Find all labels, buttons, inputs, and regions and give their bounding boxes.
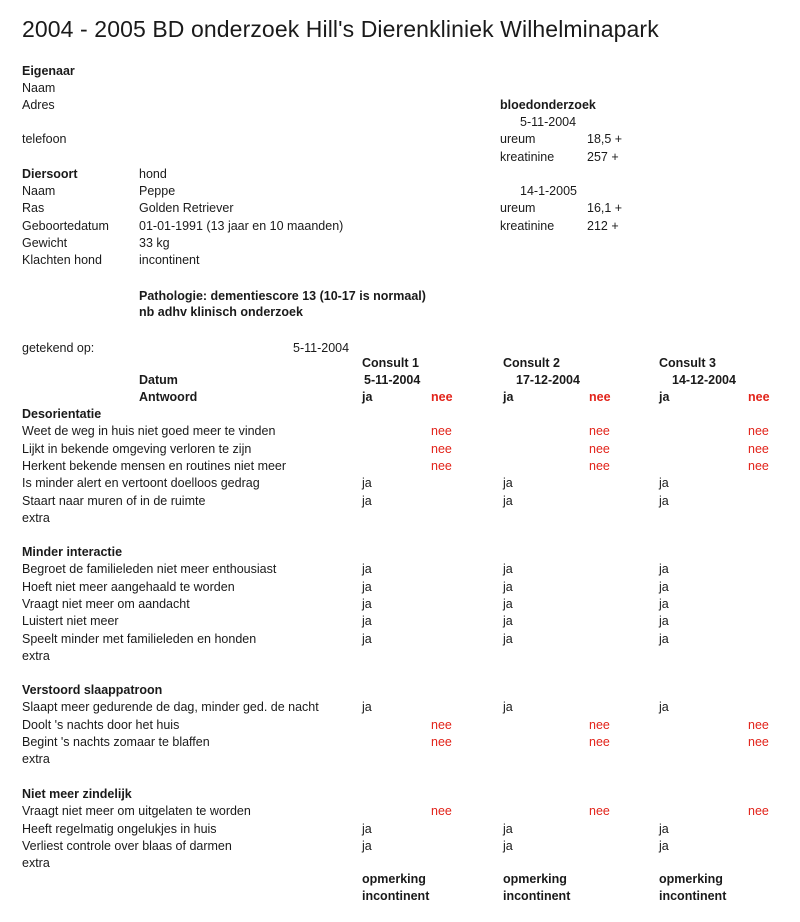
- answer-yes: ja: [362, 476, 372, 491]
- answer-yes: ja: [659, 493, 669, 508]
- remark-3-label: opmerking: [659, 872, 723, 886]
- answer-yes: ja: [659, 614, 669, 629]
- weight-value: 33 kg: [139, 236, 170, 250]
- complaint-label: Klachten hond: [22, 253, 102, 267]
- question-text: extra: [22, 648, 50, 663]
- owner-name-label: Naam: [22, 81, 56, 95]
- answer-label: Antwoord: [139, 390, 198, 404]
- ureum-value-2: 16,1 +: [587, 201, 623, 215]
- answer-yes: ja: [362, 614, 372, 629]
- answer-yes: ja: [362, 493, 372, 508]
- signed-date: 5-11-2004: [293, 341, 350, 355]
- answer-yes: ja: [503, 476, 513, 491]
- dob-label: Geboortedatum: [22, 219, 109, 233]
- answer-yes: ja: [503, 631, 513, 646]
- answer-yes: ja: [659, 579, 669, 594]
- breed-label: Ras: [22, 201, 45, 215]
- answer-yes: ja: [503, 700, 513, 715]
- section-heading: Verstoord slaappatroon: [22, 683, 163, 697]
- signed-label: getekend op:: [22, 341, 95, 355]
- answer-no: nee: [431, 717, 452, 732]
- answer-no: nee: [431, 734, 452, 749]
- owner-address-label: Adres: [22, 98, 55, 112]
- answer-yes: ja: [659, 700, 669, 715]
- answer-yes: ja: [362, 821, 372, 836]
- kreatinine-value-1: 257 +: [587, 150, 619, 164]
- animal-name-value: Peppe: [139, 184, 176, 198]
- page-title: 2004 - 2005 BD onderzoek Hill's Dierenkliniek Wilhelminapark: [22, 16, 659, 42]
- question-text: Heeft regelmatig ongelukjes in huis: [22, 821, 217, 836]
- answer-no: nee: [589, 424, 610, 439]
- answer-no: nee: [748, 717, 769, 732]
- answer-no: nee: [748, 734, 769, 749]
- answer-yes: ja: [362, 700, 372, 715]
- question-text: Staart naar muren of in de ruimte: [22, 493, 206, 508]
- answer-yes: ja: [503, 821, 513, 836]
- answer-no: nee: [748, 441, 769, 456]
- answer-yes: ja: [503, 579, 513, 594]
- consult-3-no-header: nee: [748, 390, 770, 404]
- consult-2-title: Consult 2: [503, 356, 560, 370]
- species-label: Diersoort: [22, 167, 78, 181]
- section-heading: Minder interactie: [22, 545, 123, 559]
- question-text: Luistert niet meer: [22, 614, 119, 629]
- answer-yes: ja: [659, 596, 669, 611]
- kreatinine-label-1: kreatinine: [500, 150, 555, 164]
- ureum-label-1: ureum: [500, 132, 536, 146]
- ureum-value-1: 18,5 +: [587, 132, 623, 146]
- answer-no: nee: [748, 804, 769, 819]
- remark-1-label: opmerking: [362, 872, 426, 886]
- consult-1-no-header: nee: [431, 390, 453, 404]
- answer-yes: ja: [503, 838, 513, 853]
- answer-yes: ja: [503, 493, 513, 508]
- answer-no: nee: [589, 717, 610, 732]
- complaint-value: incontinent: [139, 253, 200, 267]
- consult-1-yes-header: ja: [362, 390, 373, 404]
- remark-1-value: incontinent: [362, 889, 430, 903]
- consult-2-yes-header: ja: [503, 390, 514, 404]
- answer-yes: ja: [659, 562, 669, 577]
- section-heading: Desorientatie: [22, 407, 102, 421]
- owner-phone-label: telefoon: [22, 132, 67, 146]
- answer-yes: ja: [659, 631, 669, 646]
- ureum-label-2: ureum: [500, 201, 536, 215]
- question-text: extra: [22, 510, 50, 525]
- species-value: hond: [139, 167, 167, 181]
- breed-value: Golden Retriever: [139, 201, 234, 215]
- date-label: Datum: [139, 373, 178, 387]
- answer-yes: ja: [362, 562, 372, 577]
- question-text: Lijkt in bekende omgeving verloren te zijn: [22, 441, 252, 456]
- answer-yes: ja: [362, 579, 372, 594]
- question-text: extra: [22, 752, 50, 767]
- owner-heading: Eigenaar: [22, 64, 75, 78]
- answer-yes: ja: [362, 596, 372, 611]
- kreatinine-label-2: kreatinine: [500, 219, 555, 233]
- answer-yes: ja: [503, 614, 513, 629]
- answer-yes: ja: [503, 562, 513, 577]
- dob-value: 01-01-1991 (13 jaar en 10 maanden): [139, 219, 344, 233]
- question-text: Speelt minder met familieleden en honden: [22, 631, 257, 646]
- question-text: Weet de weg in huis niet goed meer te vinden: [22, 424, 276, 439]
- answer-no: nee: [748, 458, 769, 473]
- answer-no: nee: [431, 441, 452, 456]
- question-text: Vraagt niet meer om uitgelaten te worden: [22, 804, 251, 819]
- answer-no: nee: [431, 424, 452, 439]
- answer-no: nee: [589, 441, 610, 456]
- remark-2-label: opmerking: [503, 872, 567, 886]
- question-text: Hoeft niet meer aangehaald te worden: [22, 579, 235, 594]
- consult-3-title: Consult 3: [659, 356, 716, 370]
- answer-no: nee: [589, 734, 610, 749]
- answer-no: nee: [589, 458, 610, 473]
- answer-yes: ja: [362, 631, 372, 646]
- remark-2-value: incontinent: [503, 889, 571, 903]
- consult-1-date: 5-11-2004: [364, 373, 421, 387]
- consult-2-date: 17-12-2004: [516, 373, 580, 387]
- pathology-line-1: Pathologie: dementiescore 13 (10-17 is normaal): [139, 289, 426, 303]
- question-text: Slaapt meer gedurende de dag, minder ged. de nacht: [22, 700, 319, 715]
- question-text: Vraagt niet meer om aandacht: [22, 596, 190, 611]
- blood-date-2: 14-1-2005: [520, 184, 577, 198]
- question-text: Begroet de familieleden niet meer enthousiast: [22, 562, 277, 577]
- kreatinine-value-2: 212 +: [587, 219, 619, 233]
- question-text: Is minder alert en vertoont doelloos gedrag: [22, 476, 260, 491]
- consult-1-title: Consult 1: [362, 356, 419, 370]
- answer-yes: ja: [503, 596, 513, 611]
- answer-yes: ja: [362, 838, 372, 853]
- consult-3-yes-header: ja: [659, 390, 670, 404]
- answer-no: nee: [748, 424, 769, 439]
- answer-no: nee: [431, 458, 452, 473]
- weight-label: Gewicht: [22, 236, 68, 250]
- question-text: Verliest controle over blaas of darmen: [22, 838, 232, 853]
- section-heading: Niet meer zindelijk: [22, 787, 132, 801]
- consult-2-no-header: nee: [589, 390, 611, 404]
- blood-heading: bloedonderzoek: [500, 98, 596, 112]
- question-text: extra: [22, 856, 50, 871]
- answer-no: nee: [431, 804, 452, 819]
- remark-3-value: incontinent: [659, 889, 727, 903]
- animal-name-label: Naam: [22, 184, 56, 198]
- answer-no: nee: [589, 804, 610, 819]
- question-text: Doolt 's nachts door het huis: [22, 717, 180, 732]
- question-text: Begint 's nachts zomaar te blaffen: [22, 734, 210, 749]
- answer-yes: ja: [659, 821, 669, 836]
- answer-yes: ja: [659, 476, 669, 491]
- answer-yes: ja: [659, 838, 669, 853]
- consult-3-date: 14-12-2004: [672, 373, 736, 387]
- question-text: Herkent bekende mensen en routines niet meer: [22, 458, 287, 473]
- pathology-line-2: nb adhv klinisch onderzoek: [139, 305, 303, 319]
- blood-date-1: 5-11-2004: [520, 115, 577, 129]
